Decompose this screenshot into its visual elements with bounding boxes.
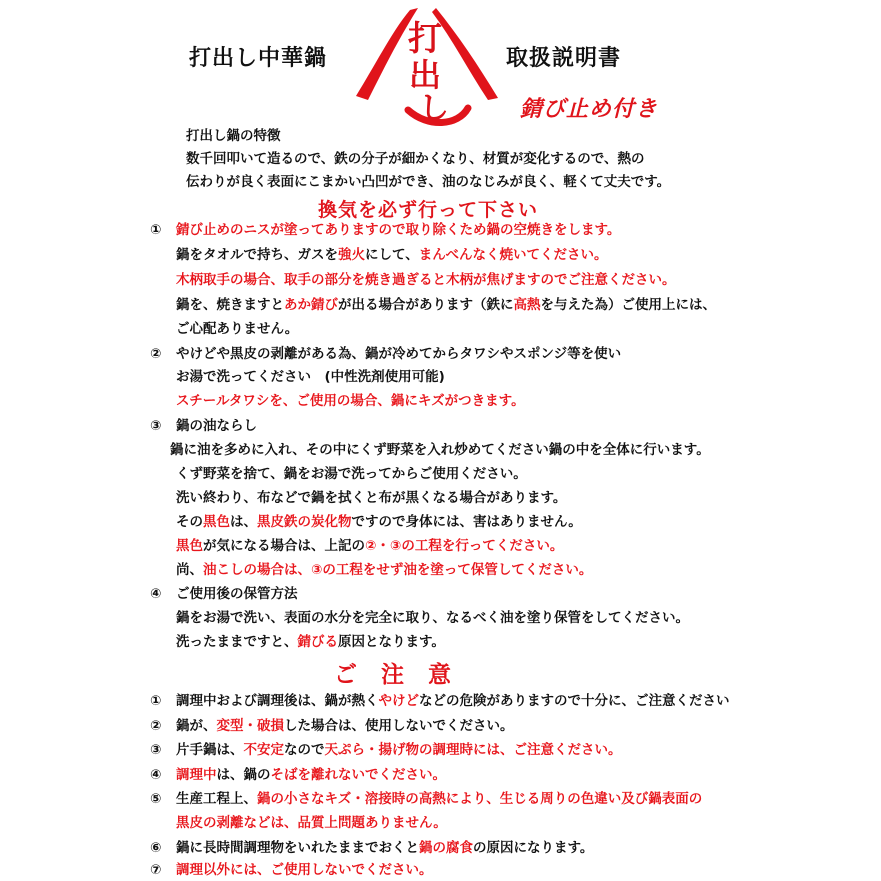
- logo-char-top: 打: [408, 19, 442, 59]
- caution-heading: ご注意: [334, 662, 475, 688]
- step-1-number: ①: [150, 222, 162, 238]
- step-3-line-4: その黒色は、黒皮鉄の炭化物ですので身体には、害はありません。: [176, 514, 582, 530]
- step-1-line-3: 木柄取手の場合、取手の部分を焼き過ぎると木柄が焦げますのでご注意ください。: [176, 272, 676, 288]
- step-2-line-3: スチールタワシを、ご使用の場合、鍋にキズがつきます。: [176, 393, 525, 409]
- step-3-line-6: 尚、油こしの場合は、③の工程をせず油を塗って保管してください。: [176, 562, 593, 578]
- step-1-line-1: [150, 222, 620, 238]
- step-4-line-1: 鍋をお湯で洗い、表面の水分を完全に取り、なるべく油を塗り保管をしてください。: [176, 610, 689, 626]
- logo-char-bottom: し: [419, 91, 449, 126]
- caution-2: ② 鍋が、変型・破損した場合は、使用しないでください。: [150, 718, 514, 734]
- step-3-line-2: くず野菜を捨て、鍋をお湯で洗ってからご使用ください。: [176, 466, 527, 482]
- step-4-line-2: 洗ったままですと、錆びる原因となります。: [176, 634, 445, 650]
- step-1-line-5: ご心配ありません。: [176, 321, 299, 337]
- logo-icon: [348, 0, 503, 130]
- caution-4: ④ 調理中は、鍋のそばを離れないでください。: [150, 767, 446, 783]
- step-3-number: ③: [150, 418, 162, 434]
- step-2-number: ②: [150, 346, 162, 362]
- caution-6-number: ⑥: [150, 840, 162, 856]
- features-heading: 打出し鍋の特徴: [186, 128, 281, 144]
- ventilation-heading: 換気を必ず行って下さい: [318, 199, 539, 221]
- step-4-number: ④: [150, 586, 162, 602]
- step-2-line-2: お湯で洗ってください (中性洗剤使用可能): [176, 369, 445, 385]
- step-3-line-5: 黒色が気になる場合は、上記の②・③の工程を行ってください。: [176, 538, 564, 554]
- logo-char-mid: 出: [408, 56, 442, 94]
- step-4-title: ④ ご使用後の保管方法: [150, 586, 298, 602]
- brand-logo: [348, 0, 503, 134]
- caution-4-number: ④: [150, 767, 162, 783]
- subtitle-rust-proof: 錆び止め付き: [520, 97, 659, 122]
- caution-7-number: ⑦: [150, 862, 162, 878]
- caution-2-number: ②: [150, 718, 162, 734]
- step-3-line-1: 鍋に油を多めに入れ、その中にくず野菜を入れ炒めてください鍋の中を全体に行います。: [170, 442, 710, 458]
- caution-1: ① 調理中および調理後は、鍋が熱くやけどなどの危険がありますので十分に、ご注意ください: [150, 693, 730, 709]
- caution-5-number: ⑤: [150, 791, 162, 807]
- caution-7: ⑦ 調理以外には、ご使用しないでください。: [150, 862, 433, 878]
- caution-5-line-2: 黒皮の剥離などは、品質上問題ありません。: [176, 815, 447, 831]
- caution-3: ③ 片手鍋は、不安定なので天ぷら・揚げ物の調理時には、ご注意ください。: [150, 742, 622, 758]
- step-1-text: 錆び止めのニスが塗ってありますので取り除くため鍋の空焼きをします。: [176, 222, 621, 238]
- step-1-line-2: 鍋をタオルで持ち、ガスを強火にして、まんべんなく焼いてください。: [176, 247, 608, 263]
- caution-6: ⑥ 鍋に長時間調理物をいれたままでおくと鍋の腐食の原因になります。: [150, 840, 594, 856]
- step-2-line-1: ② やけどや黒皮の剥離がある為、鍋が冷めてからタワシやスポンジ等を使い: [150, 346, 622, 362]
- step-3-line-3: 洗い終わり、布などで鍋を拭くと布が黒くなる場合があります。: [176, 490, 567, 506]
- step-3-title: ③ 鍋の油ならし: [150, 418, 257, 434]
- features-line-2: 伝わりが良く表面にこまかい凸凹ができ、油のなじみが良く、軽くて丈夫です。: [186, 174, 671, 190]
- title-left: 打出し中華鍋: [189, 46, 328, 71]
- step-1-line-4: 鍋を、焼きますとあか錆びが出る場合があります（鉄に高熱を与えた為）ご使用上には、: [176, 297, 716, 313]
- features-line-1: 数千回叩いて造るので、鉄の分子が細かくなり、材質が変化するので、熱の: [186, 151, 645, 167]
- title-right: 取扱説明書: [506, 46, 622, 71]
- caution-1-number: ①: [150, 693, 162, 709]
- caution-5: ⑤ 生産工程上、鍋の小さなキズ・溶接時の高熱により、生じる周りの色違い及び鍋表面の: [150, 791, 703, 807]
- caution-3-number: ③: [150, 742, 162, 758]
